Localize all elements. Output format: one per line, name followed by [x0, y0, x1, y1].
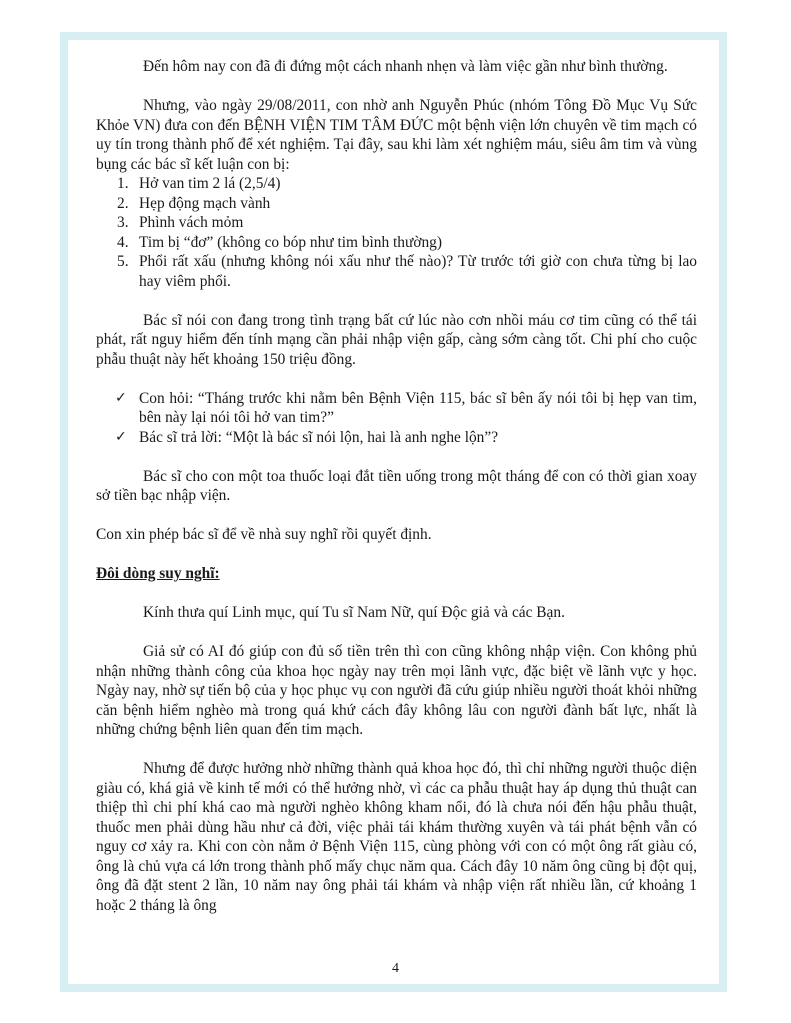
- list-item: 5. Phổi rất xấu (nhưng không nói xấu như thế nào)? Từ trước tới giờ con chưa từng bị lao hay viêm phổi.: [117, 253, 697, 290]
- section-heading: Đôi dòng suy nghĩ:: [96, 565, 220, 582]
- paragraph-1: Đến hôm nay con đã đi đứng một cách nhanh nhẹn và làm việc gần như bình thường.: [143, 58, 668, 75]
- findings-list: [96, 174, 697, 291]
- page-number: 4: [392, 961, 399, 976]
- paragraph-2: Nhưng, vào ngày 29/08/2011, con nhờ anh Nguyễn Phúc (nhóm Tông Đồ Mục Vụ Sức Khỏe VN) đưa con đến BỆNH VIỆN TIM TÂM ĐỨC một bệnh viện lớn chuyên về tim mạch có uy tín trong thành phố để xét nghiệm. Tại đây, sau khi làm xét nghiệm máu, siêu âm tim và vùng bụng các bác sĩ kết luận con bị:: [96, 97, 697, 173]
- list-item: ✓ Con hỏi: “Tháng trước khi nằm bên Bệnh Viện 115, bác sĩ bên ấy nói tôi bị hẹp van tim, bên này lại nói tôi hở van tim?”: [115, 389, 697, 426]
- list-item: ✓ Bác sĩ trả lời: “Một là bác sĩ nói lộn, hai là anh nghe lộn”?: [115, 428, 499, 446]
- checkmark-icon: ✓: [115, 389, 127, 406]
- list-item: 1. Hở van tim 2 lá (2,5/4): [117, 175, 281, 192]
- list-item: 3. Phình vách mỏm: [117, 214, 244, 231]
- checkmark-icon: ✓: [115, 428, 127, 445]
- paragraph-7: Giả sử có AI đó giúp con đủ số tiền trên thì con cũng không nhập viện. Con không phủ nhận những thành công của khoa học ngày nay trên mọi lãnh vực, đặc biệt về lãnh vực y học. Ngày nay, nhờ sự tiến bộ của y học phục vụ con người đã cứu giúp nhiều người thoát khỏi những căn bệnh hiểm nghèo mà trong quá khứ cách đây không lâu con người đành bất lực, nhất là những chứng bệnh liên quan đến tim mạch.: [96, 643, 697, 738]
- paragraph-3: Bác sĩ nói con đang trong tình trạng bất cứ lúc nào cơn nhồi máu cơ tim cũng có thể tái phát, rất nguy hiểm đến tính mạng cần phải nhập viện gấp, càng sớm càng tốt. Chi phí cho cuộc phẫu thuật này hết khoảng 150 triệu đồng.: [96, 311, 697, 368]
- paragraph-6: Kính thưa quí Linh mục, quí Tu sĩ Nam Nữ, quí Độc giả và các Bạn.: [143, 604, 565, 621]
- dialogue-list: [96, 389, 697, 448]
- paragraph-8: Nhưng để được hưởng nhờ những thành quả khoa học đó, thì chỉ những người thuộc diện giàu có, khá giả về kinh tế mới có thể hưởng nhờ, vì các ca phẫu thuật hay áp dụng thủ thuật can thiệp thì chi phí khá cao mà người nghèo không kham nổi, đó là chưa nói đến hậu phẫu thuật, thuốc men phải dùng hầu như cả đời, việc phải tái khám thường xuyên và tái phát bệnh vẫn có nguy cơ xảy ra. Khi con còn nằm ở Bệnh Viện 115, cùng phòng với con có một ông rất giàu có, ông là chủ vựa cá lớn trong thành phố mấy chục năm qua. Cách đây 10 năm ông cũng bị đột quị, ông đã đặt stent 2 lần, 10 năm nay ông phải tái khám và nhập viện rất nhiều lần, cứ khoảng 1 hoặc 2 tháng là ông: [96, 760, 697, 914]
- list-item: 4. Tim bị “đơ” (không co bóp như tim bình thường): [117, 233, 443, 251]
- list-item: 2. Hẹp động mạch vành: [117, 194, 271, 212]
- document-body: [96, 57, 697, 915]
- paragraph-5: Con xin phép bác sĩ để về nhà suy nghĩ rồi quyết định.: [96, 526, 432, 543]
- paragraph-4: Bác sĩ cho con một toa thuốc loại đắt tiền uống trong một tháng để con có thời gian xoay sở tiền bạc nhập viện.: [96, 467, 697, 504]
